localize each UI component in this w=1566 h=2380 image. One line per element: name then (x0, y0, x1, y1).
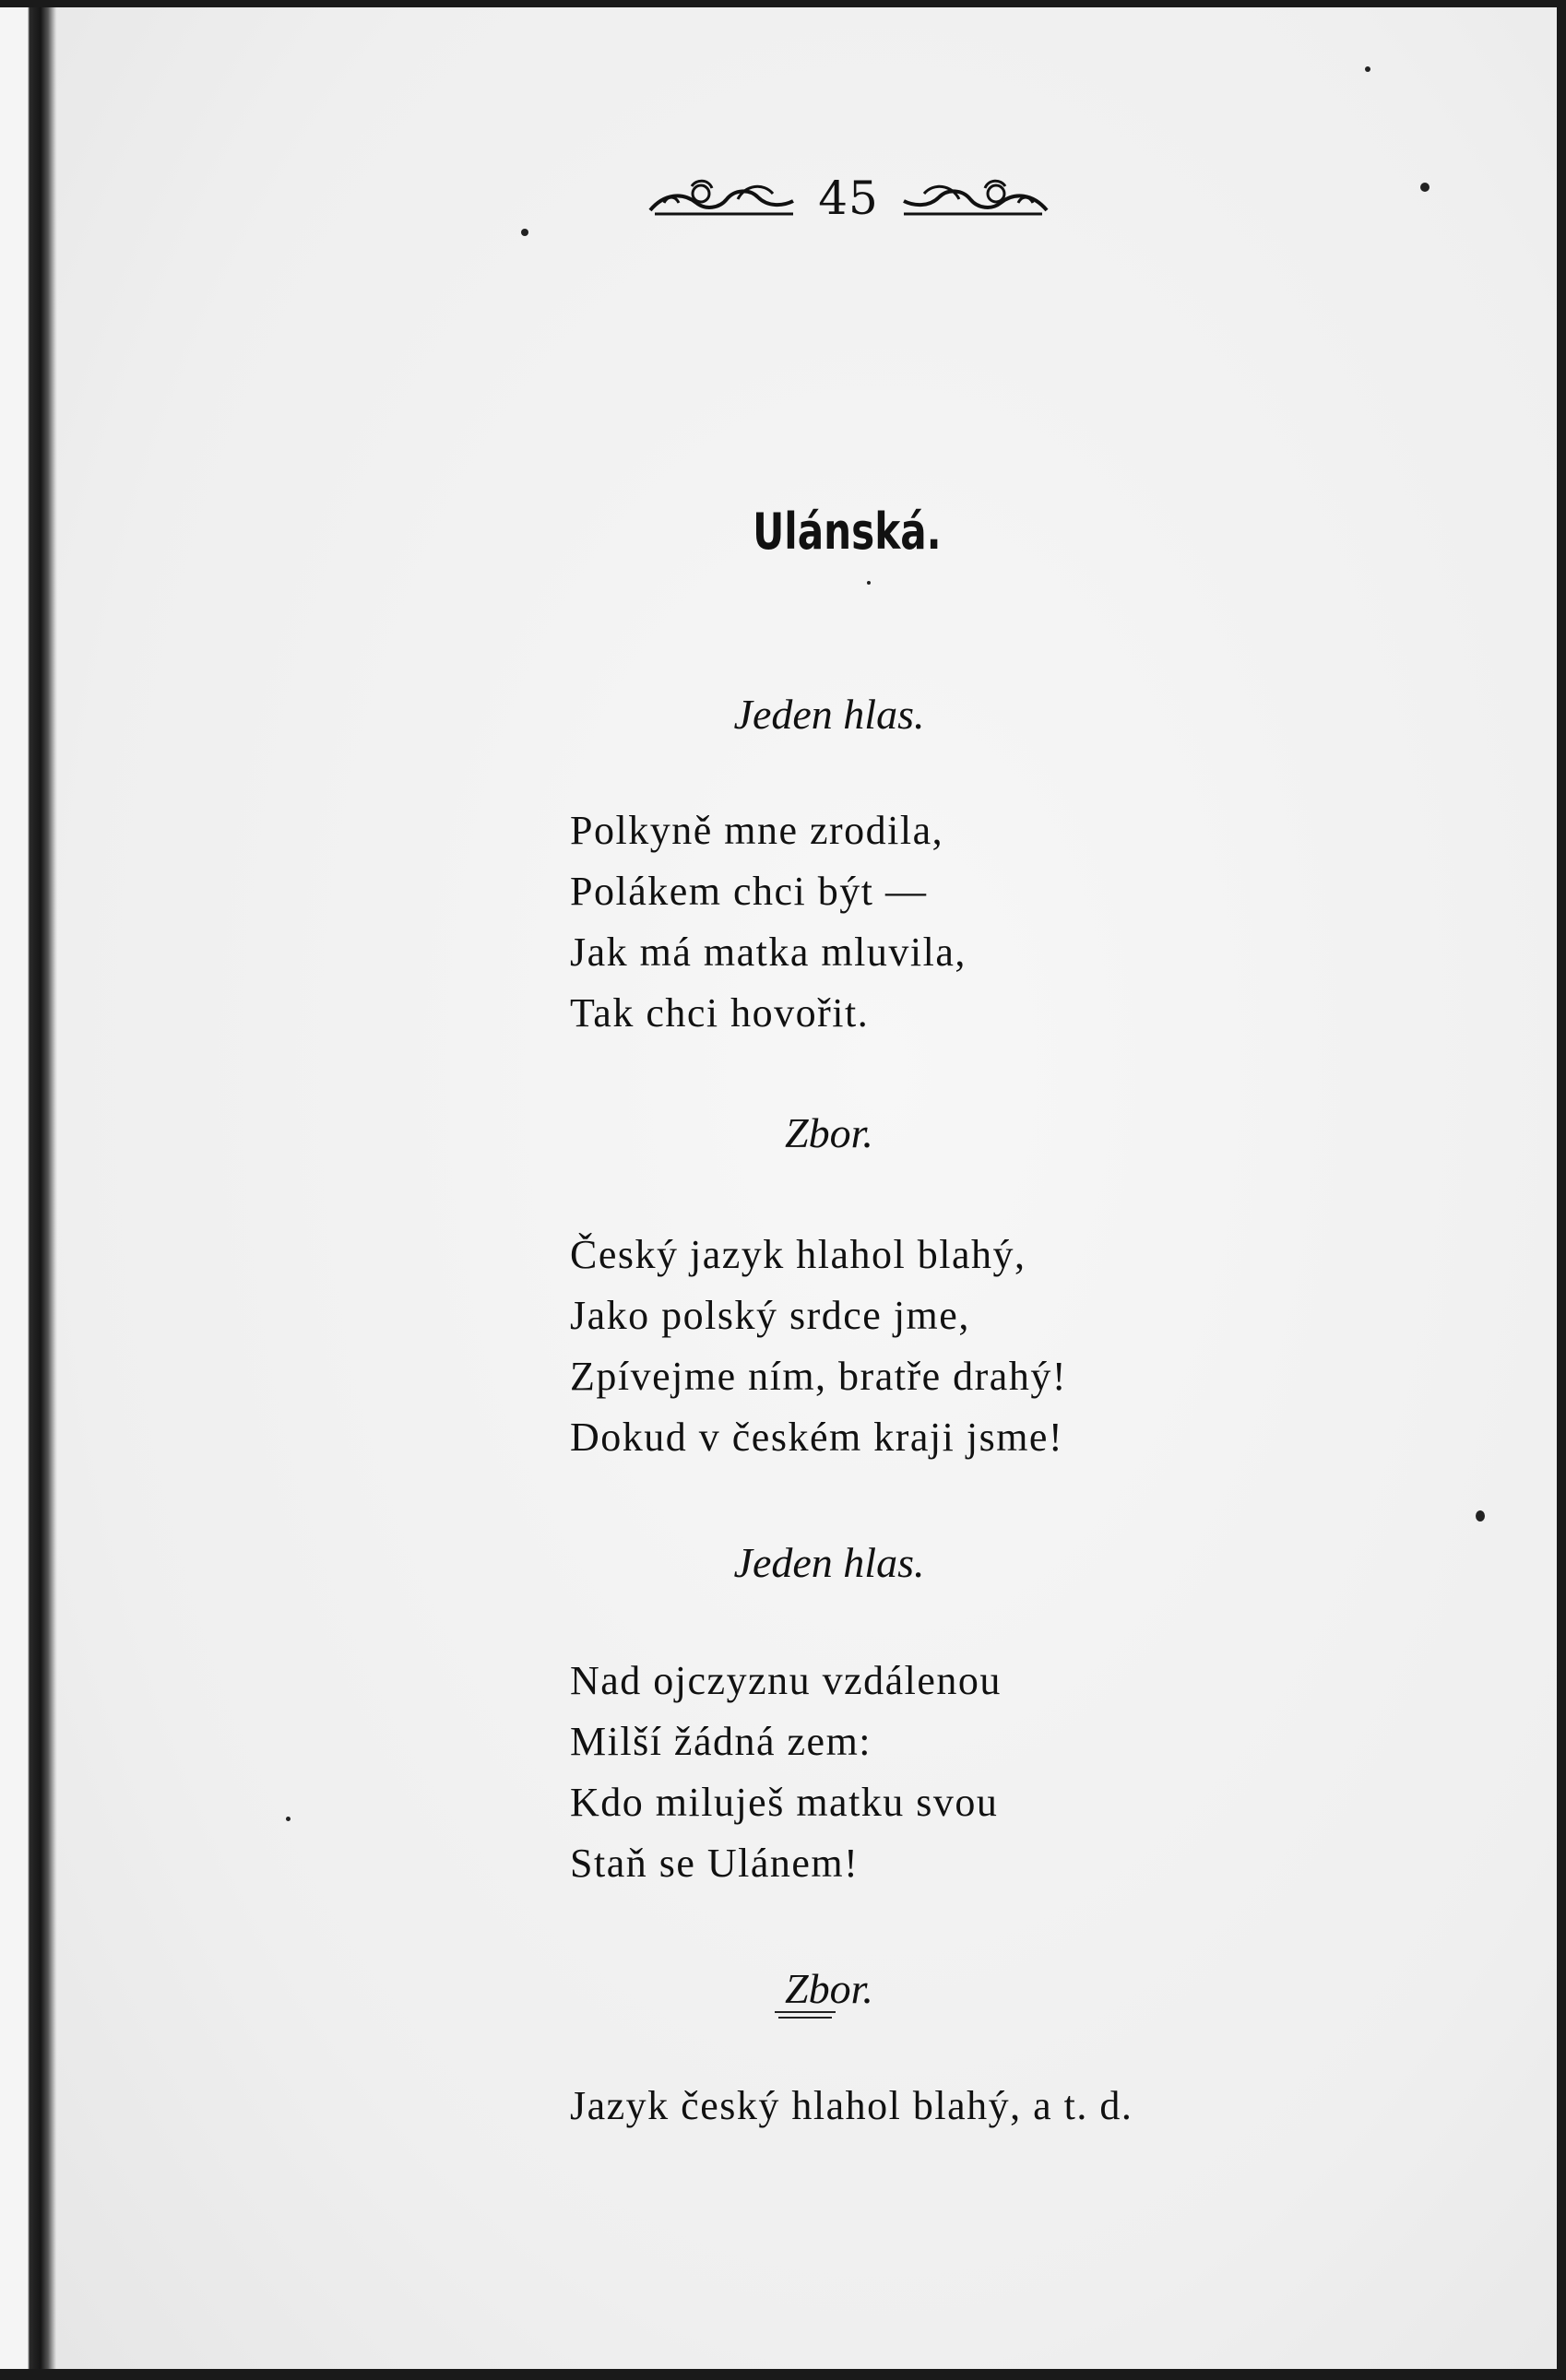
page-number: 45 (818, 172, 879, 225)
stanza-2 (570, 1225, 1067, 1468)
left-floral-ornament-icon (646, 175, 798, 221)
verse-line: Zpívejme ním, bratře drahý! (570, 1354, 1067, 1399)
closing-line: Jazyk český hlahol blahý, a t. d. (570, 2083, 1133, 2128)
section-label-solo: Jeden hlas. (733, 691, 925, 738)
section-label-solo: Jeden hlas. (733, 1539, 925, 1586)
ink-speck (1365, 66, 1370, 72)
verse-line: Tak chci hovořit. (570, 990, 870, 1036)
section-label-chorus: Zbor. (785, 1109, 873, 1156)
verse-line: Jako polský srdce jme, (570, 1293, 970, 1338)
stanza-3 (570, 1651, 1002, 1894)
ink-speck (867, 581, 871, 585)
ink-speck (521, 229, 528, 236)
verse-line: Český jazyk hlahol blahý, (570, 1232, 1026, 1277)
verse-line: Milší žádná zem: (570, 1719, 872, 1764)
ink-speck (1420, 183, 1430, 192)
page-header (636, 157, 1061, 240)
underline-mark-icon (773, 2008, 837, 2021)
verse-line: Polákem chci být — (570, 869, 928, 914)
verse-line: Dokud v českém kraji jsme! (570, 1415, 1064, 1460)
verse-line: Kdo miluješ matku svou (570, 1780, 999, 1825)
right-floral-ornament-icon (899, 175, 1051, 221)
verse-line: Polkyně mne zrodila, (570, 808, 944, 853)
verse-line: Jak má matka mluvila, (570, 930, 967, 975)
stanza-1 (570, 800, 967, 1044)
ink-speck (286, 1817, 291, 1821)
verse-line: Staň se Ulánem! (570, 1841, 860, 1886)
ink-speck (1476, 1510, 1485, 1522)
song-title: Ulánská. (753, 503, 942, 561)
verse-line: Nad ojczyznu vzdálenou (570, 1658, 1002, 1703)
section-label-chorus: Zbor. (785, 1965, 873, 2012)
